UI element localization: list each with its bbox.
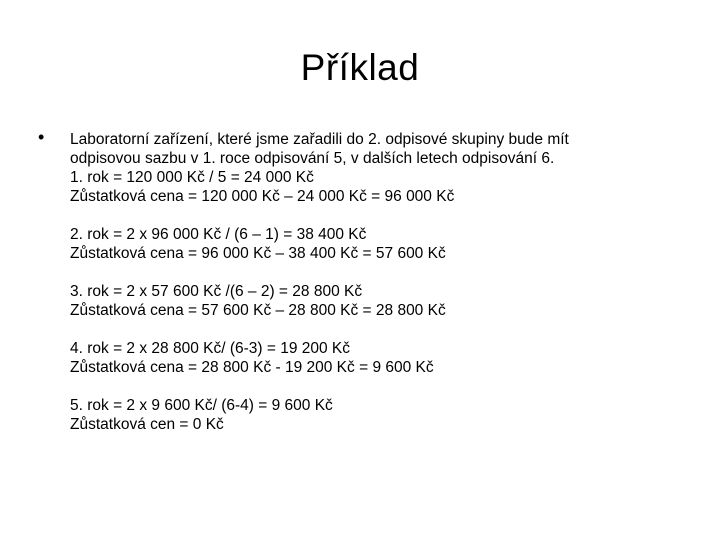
year-1-residual-value: Zůstatková cena = 120 000 Kč – 24 000 Kč = 96 000 Kč — [70, 188, 455, 205]
paragraph-gap — [70, 320, 700, 339]
bullet-marker: • — [38, 127, 45, 147]
year-2-calculation: 2. rok = 2 x 96 000 Kč / (6 – 1) = 38 400 Kč — [70, 226, 367, 243]
paragraph-gap — [70, 206, 700, 225]
year-2-residual-value: Zůstatková cena = 96 000 Kč – 38 400 Kč = 57 600 Kč — [70, 245, 446, 262]
paragraph-gap — [70, 263, 700, 282]
year-5-calculation: 5. rok = 2 x 9 600 Kč/ (6-4) = 9 600 Kč — [70, 397, 333, 414]
slide-body — [70, 130, 700, 434]
year-5-residual-value: Zůstatková cen = 0 Kč — [70, 416, 224, 433]
slide-title: Příklad — [300, 47, 420, 88]
intro-line-2: odpisovou sazbu v 1. roce odpisování 5, v dalších letech odpisování 6. — [70, 150, 555, 167]
year-3-calculation: 3. rok = 2 x 57 600 Kč /(6 – 2) = 28 800 Kč — [70, 283, 363, 300]
year-3-residual-value: Zůstatková cena = 57 600 Kč – 28 800 Kč = 28 800 Kč — [70, 302, 446, 319]
year-4-residual-value: Zůstatková cena = 28 800 Kč - 19 200 Kč = 9 600 Kč — [70, 359, 434, 376]
paragraph-gap — [70, 377, 700, 396]
year-4-calculation: 4. rok = 2 x 28 800 Kč/ (6-3) = 19 200 Kč — [70, 340, 351, 357]
intro-line-1: Laboratorní zařízení, které jsme zařadili do 2. odpisové skupiny bude mít — [70, 131, 569, 148]
year-1-calculation: 1. rok = 120 000 Kč / 5 = 24 000 Kč — [70, 169, 314, 186]
